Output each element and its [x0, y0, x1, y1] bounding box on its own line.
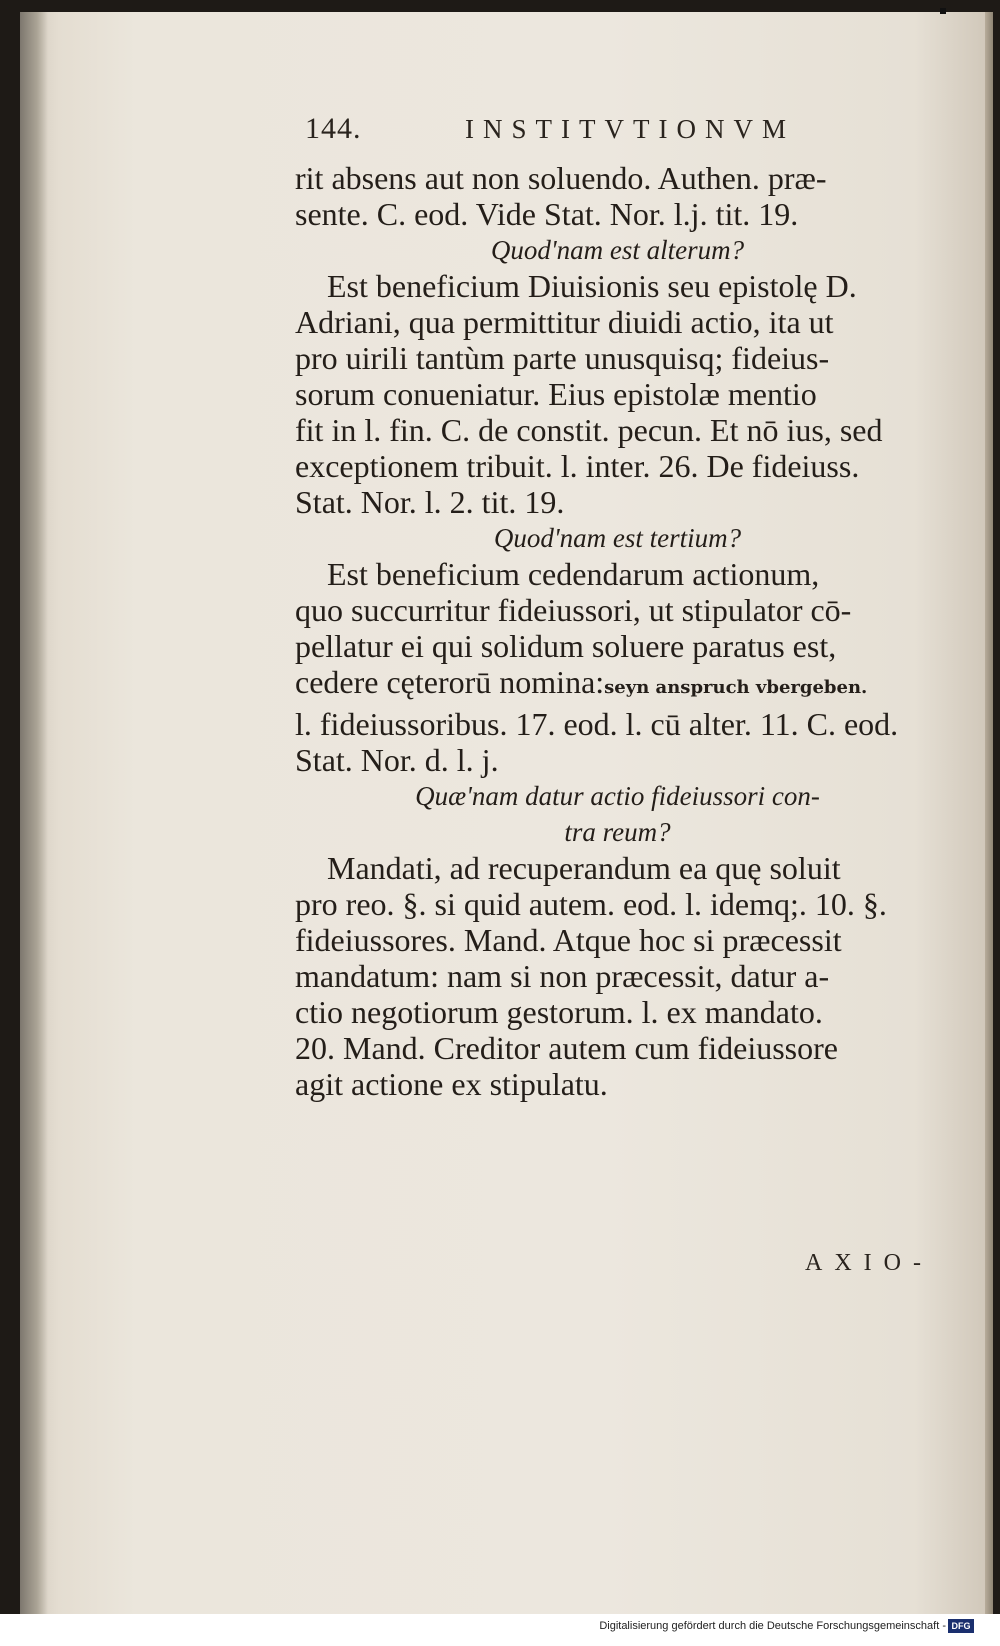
page-edge	[985, 12, 993, 1614]
corner-mark	[940, 8, 946, 14]
text-line: pro reo. §. si quid autem. eod. l. idemq;. 10. §.	[295, 886, 887, 922]
text-line: rit absens aut non soluendo. Authen. præ-	[295, 160, 827, 196]
question-heading: Quod'nam est alterum?	[490, 235, 745, 265]
text-line: 20. Mand. Creditor autem cum fideiussore	[295, 1030, 838, 1066]
text-line: sorum conueniatur. Eius epistolæ mentio	[295, 376, 817, 412]
question-heading: tra reum?	[564, 817, 671, 847]
page-gutter-shadow	[20, 12, 48, 1614]
text-line: exceptionem tribuit. l. inter. 26. De fideiuss.	[295, 448, 860, 484]
body-text	[295, 160, 940, 1102]
text-line: fit in l. fin. C. de constit. pecun. Et nō ius, sed	[295, 412, 883, 448]
digitization-credit: Digitalisierung gefördert durch die Deutsche Forschungsgemeinschaft -	[599, 1620, 946, 1632]
text-line: agit actione ex stipulatu.	[295, 1066, 608, 1102]
page-number: 144.	[305, 112, 362, 145]
german-gloss: seyn anspruch vbergeben.	[604, 677, 868, 698]
text-line: Mandati, ad recuperandum ea quę soluit	[327, 850, 841, 886]
page-header	[305, 112, 825, 152]
question-heading: Quod'nam est tertium?	[493, 523, 742, 553]
text-line: quo succurritur fideiussori, ut stipulator cō-	[295, 592, 852, 628]
catchword: AXIO-	[805, 1250, 933, 1276]
text-line: Stat. Nor. l. 2. tit. 19.	[295, 484, 565, 520]
text-line: fideiussores. Mand. Atque hoc si præcessit	[295, 922, 842, 958]
text-line: Est beneficium cedendarum actionum,	[327, 556, 820, 592]
text-line: Est beneficium Diuisionis seu epistolę D.	[327, 268, 857, 304]
text-line: Adriani, qua permittitur diuidi actio, ita ut	[295, 304, 834, 340]
text-line: Stat. Nor. d. l. j.	[295, 742, 499, 778]
text-line: mandatum: nam si non præcessit, datur a-	[295, 958, 830, 994]
text-line	[295, 664, 940, 706]
running-head: INSTITVTIONVM	[465, 114, 795, 144]
text-line: sente. C. eod. Vide Stat. Nor. l.j. tit. 19.	[295, 196, 799, 232]
text-line: ctio negotiorum gestorum. l. ex mandato.	[295, 994, 823, 1030]
text-line: pro uirili tantùm parte unusquisq; fideius-	[295, 340, 830, 376]
question-heading: Quæ'nam datur actio fideiussori con-	[415, 781, 820, 811]
text-line: pellatur ei qui solidum soluere paratus est,	[295, 628, 837, 664]
text-segment: cedere cęterorū nomina:	[295, 664, 605, 700]
text-line: l. fideiussoribus. 17. eod. l. cū alter. 11. C. eod.	[295, 706, 899, 742]
dfg-logo: DFG	[948, 1619, 974, 1633]
